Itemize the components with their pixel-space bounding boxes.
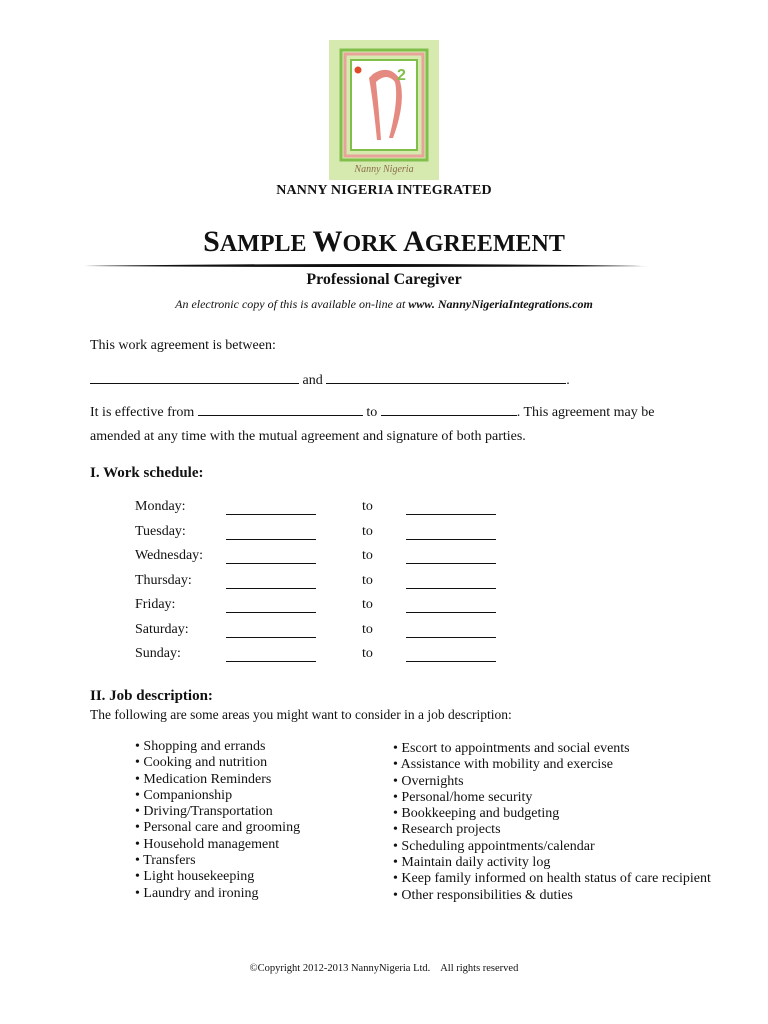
list-item: • Research projects [393, 822, 501, 838]
end-date-blank[interactable] [381, 402, 517, 416]
amendment-text: amended at any time with the mutual agreement and signature of both parties. [90, 429, 526, 444]
work-schedule-heading: I. Work schedule: [90, 465, 204, 481]
effective-from-label: It is effective from [90, 405, 195, 420]
start-time-blank[interactable] [226, 501, 316, 515]
list-item: • Scheduling appointments/calendar [393, 838, 595, 854]
start-time-blank[interactable] [226, 624, 316, 638]
day-label: Wednesday: [135, 548, 204, 563]
copyright-footer: ©Copyright 2012-2013 NannyNigeria Ltd. All rights reserved [249, 963, 519, 974]
list-item: • Household management [135, 836, 280, 852]
amend-tail: . This agreement may be [516, 405, 655, 420]
day-label: Saturday: [135, 621, 189, 637]
list-item: • Escort to appointments and social events [393, 741, 630, 756]
end-time-blank[interactable] [406, 501, 496, 515]
to-word: to [362, 597, 373, 612]
schedule-row-wednesday [135, 548, 535, 568]
duties-list-left [135, 739, 300, 902]
end-time-blank[interactable] [406, 550, 496, 564]
start-time-blank[interactable] [226, 648, 316, 662]
list-item: • Assistance with mobility and exercise [393, 757, 613, 773]
schedule-row-friday [135, 597, 535, 617]
logo-superscript: 2 [397, 67, 406, 84]
job-description-intro: The following are some areas you might want to consider in a job description: [90, 707, 512, 722]
to-word: to [362, 523, 373, 539]
effective-dates-line [90, 402, 654, 421]
start-date-blank[interactable] [198, 402, 363, 416]
duties-list-right [393, 741, 711, 904]
list-item: • Driving/Transportation [135, 804, 273, 820]
online-copy-note: An electronic copy of this is available on-line at www. NannyNigeriaIntegrations.com [175, 297, 593, 311]
to-word: to [366, 405, 378, 420]
schedule-row-thursday [135, 573, 535, 593]
list-item: • Shopping and errands [135, 739, 266, 754]
title-divider [84, 263, 648, 269]
start-time-blank[interactable] [226, 550, 316, 564]
schedule-row-monday [135, 499, 535, 519]
list-item: • Maintain daily activity log [393, 855, 551, 871]
list-item: • Laundry and ironing [135, 885, 259, 901]
schedule-row-tuesday [135, 524, 535, 544]
list-item: • Keep family informed on health status of care recipient [393, 871, 711, 887]
day-label: Friday: [135, 597, 176, 612]
job-description-heading: II. Job description: [90, 688, 213, 704]
start-time-blank[interactable] [226, 599, 316, 613]
end-time-blank[interactable] [406, 648, 496, 662]
day-label: Thursday: [135, 572, 192, 588]
end-time-blank[interactable] [406, 526, 496, 540]
and-word: and [302, 373, 323, 388]
parties-period: . [566, 373, 570, 388]
end-time-blank[interactable] [406, 624, 496, 638]
nanny-nigeria-logo [329, 40, 439, 180]
document-subtitle: Professional Caregiver [306, 271, 462, 288]
parties-line [90, 370, 570, 389]
website-url: www. NannyNigeriaIntegrations.com [408, 297, 593, 311]
schedule-row-sunday [135, 646, 535, 666]
to-word: to [362, 621, 373, 637]
to-word: to [362, 499, 373, 514]
start-time-blank[interactable] [226, 575, 316, 589]
logo-dot [355, 67, 362, 74]
end-time-blank[interactable] [406, 599, 496, 613]
end-time-blank[interactable] [406, 575, 496, 589]
list-item: • Medication Reminders [135, 771, 272, 787]
list-item: • Light housekeeping [135, 869, 255, 885]
day-label: Monday: [135, 499, 186, 514]
agreement-between-label: This work agreement is between: [90, 338, 276, 353]
list-item: • Personal/home security [393, 789, 533, 805]
list-item: • Transfers [135, 853, 196, 869]
party-two-blank[interactable] [326, 370, 566, 384]
to-word: to [362, 548, 373, 563]
start-time-blank[interactable] [226, 526, 316, 540]
logo-wordmark: Nanny Nigeria [354, 164, 414, 175]
list-item: • Other responsibilities & duties [393, 887, 573, 903]
to-word: to [362, 572, 373, 588]
schedule-row-saturday [135, 622, 535, 642]
list-item: • Overnights [393, 773, 464, 789]
organization-name: NANNY NIGERIA INTEGRATED [276, 183, 492, 198]
party-one-blank[interactable] [90, 370, 299, 384]
list-item: • Companionship [135, 787, 233, 803]
document-title: SAMPLE WORK AGREEMENT [203, 225, 565, 258]
day-label: Tuesday: [135, 523, 186, 539]
to-word: to [362, 646, 373, 661]
list-item: • Personal care and grooming [135, 820, 301, 836]
day-label: Sunday: [135, 646, 181, 661]
list-item: • Bookkeeping and budgeting [393, 806, 560, 822]
list-item: • Cooking and nutrition [135, 755, 268, 771]
